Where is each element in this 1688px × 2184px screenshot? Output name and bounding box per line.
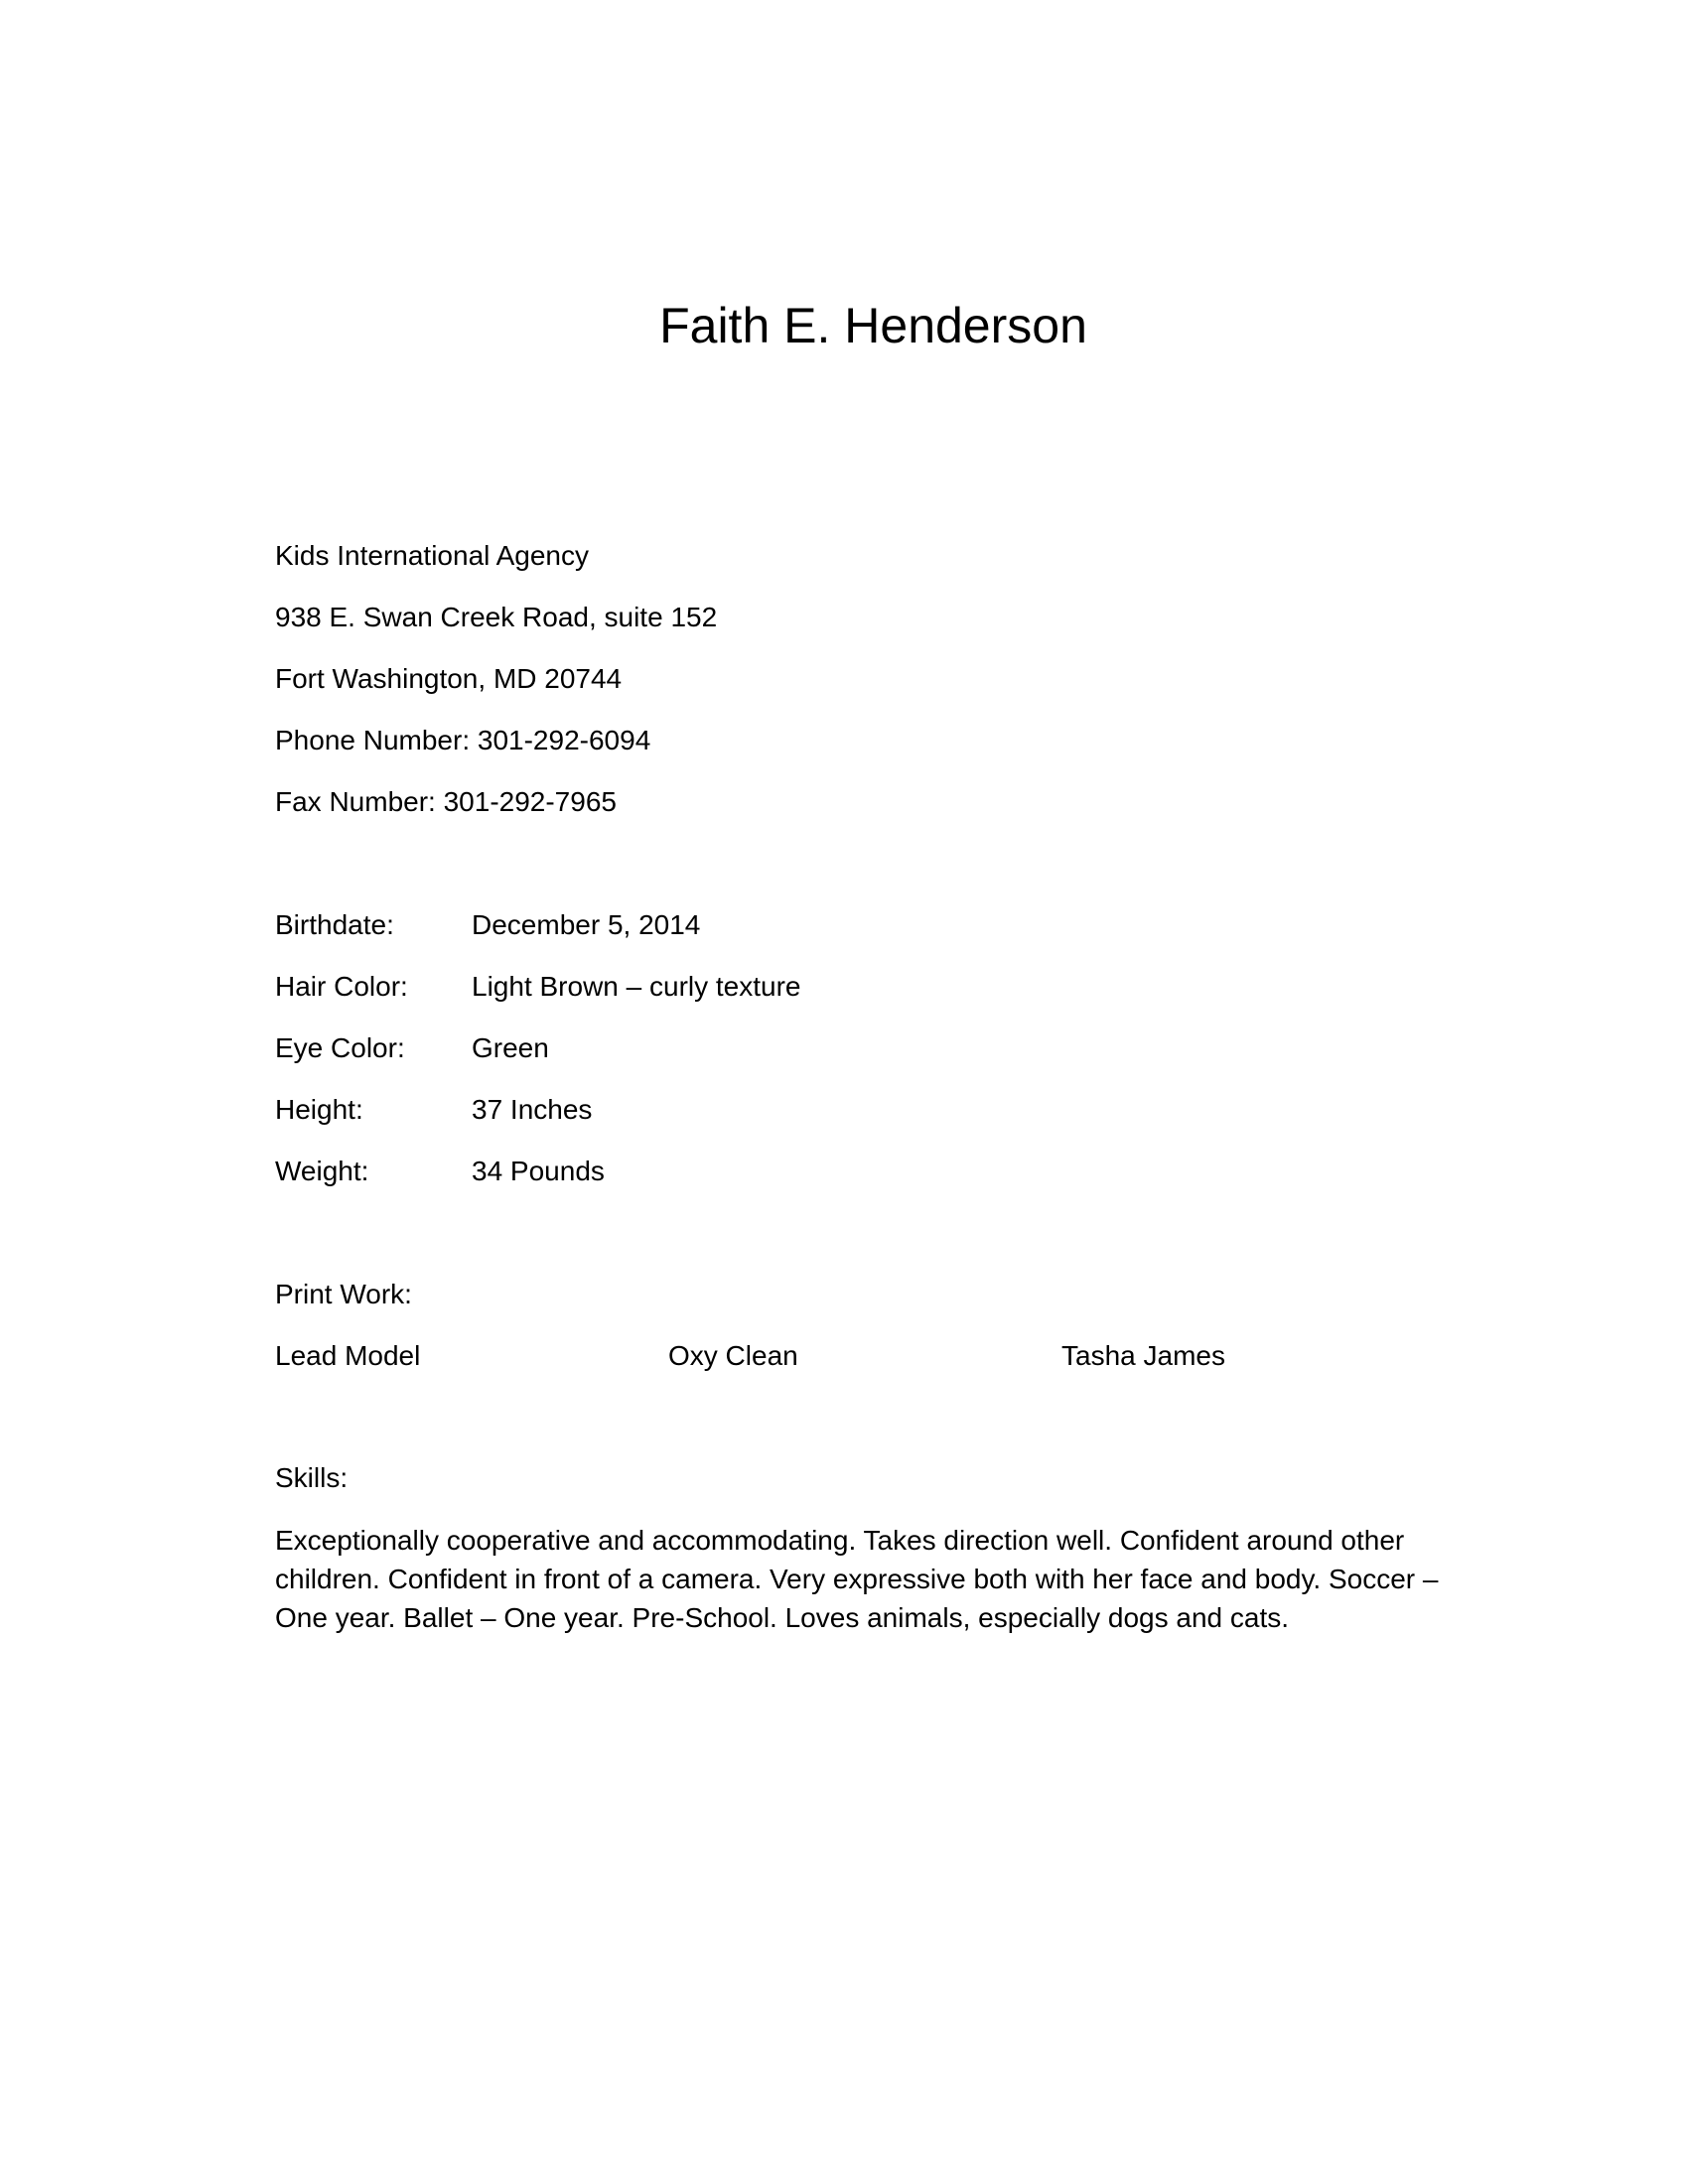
stat-label-height: Height:: [275, 1094, 363, 1125]
agency-address-line1: 938 E. Swan Creek Road, suite 152: [275, 602, 718, 632]
skills-paragraph: Exceptionally cooperative and accommodating. Takes direction well. Confident around other children. Confident in front of a camera. Very expressive both with her face and body. Soccer – One year. Ballet – One year. Pre-School. Loves animals, especially dogs and cats.: [275, 1525, 1439, 1633]
stat-value-eye-color: Green: [472, 1032, 549, 1063]
stat-value-height: 37 Inches: [472, 1094, 593, 1125]
print-work-client: Oxy Clean: [668, 1340, 798, 1371]
agency-fax: Fax Number: 301-292-7965: [275, 786, 617, 817]
agency-name: Kids International Agency: [275, 540, 589, 571]
print-work-heading: Print Work:: [275, 1279, 412, 1309]
agency-address-line2: Fort Washington, MD 20744: [275, 663, 623, 694]
skills-heading: Skills:: [275, 1462, 349, 1493]
stat-value-hair-color: Light Brown – curly texture: [472, 971, 801, 1002]
stat-label-birthdate: Birthdate:: [275, 909, 394, 940]
stat-value-weight: 34 Pounds: [472, 1156, 605, 1186]
print-work-contact: Tasha James: [1061, 1340, 1225, 1371]
stat-label-weight: Weight:: [275, 1156, 369, 1186]
stat-value-birthdate: December 5, 2014: [472, 909, 701, 940]
stat-label-eye-color: Eye Color:: [275, 1032, 405, 1063]
resume-name-heading: Faith E. Henderson: [659, 298, 1087, 353]
print-work-role: Lead Model: [275, 1340, 421, 1371]
stat-label-hair-color: Hair Color:: [275, 971, 408, 1002]
agency-phone: Phone Number: 301-292-6094: [275, 725, 651, 755]
